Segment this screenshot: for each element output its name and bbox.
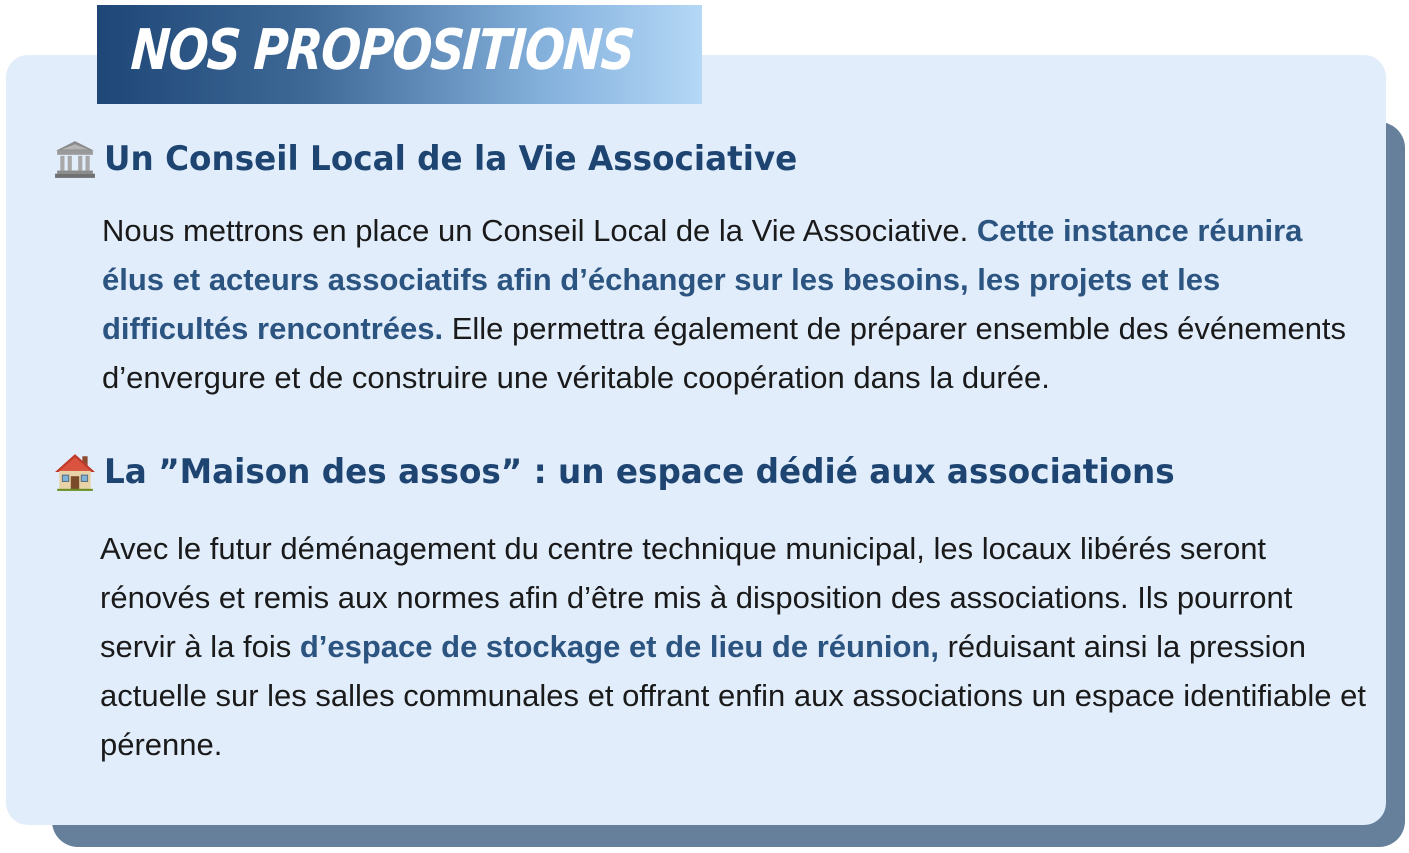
- section-heading-conseil: [54, 138, 826, 180]
- section-paragraph-conseil: [102, 206, 1372, 402]
- paragraph-highlight: Cette instance réunira élus et acteurs associatifs afin d’échanger sur les besoins, les projets et les difficultés rencontrées.: [102, 213, 1303, 346]
- section-heading-text: La ”Maison des assos” : un espace dédié aux associations: [104, 452, 1175, 492]
- paragraph-highlight: d’espace de stockage et de lieu de réunion,: [299, 629, 939, 664]
- classical-building-icon: [54, 138, 96, 180]
- paragraph-text: Nous mettrons en place un Conseil Local de la Vie Associative.: [102, 213, 977, 248]
- paragraph-text: réduisant ainsi la pression actuelle sur les salles communales et offrant enfin aux associations un espace identifiable et pérenne.: [100, 629, 1366, 762]
- house-icon: [54, 451, 96, 493]
- banner-title: NOS PROPOSITIONS: [129, 18, 636, 83]
- section-heading-maison: [54, 451, 1219, 493]
- paragraph-text: Elle permettra également de préparer ensemble des événements d’envergure et de construire une véritable coopération dans la durée.: [102, 311, 1347, 395]
- paragraph-text: Avec le futur déménagement du centre technique municipal, les locaux libérés seront rénovés et remis aux normes afin d’être mis à disposition des associations. Ils pourront servir à la fois: [100, 531, 1293, 664]
- title-banner: [97, 5, 702, 104]
- section-heading-text: Un Conseil Local de la Vie Associative: [104, 139, 798, 179]
- section-paragraph-maison: [100, 524, 1370, 769]
